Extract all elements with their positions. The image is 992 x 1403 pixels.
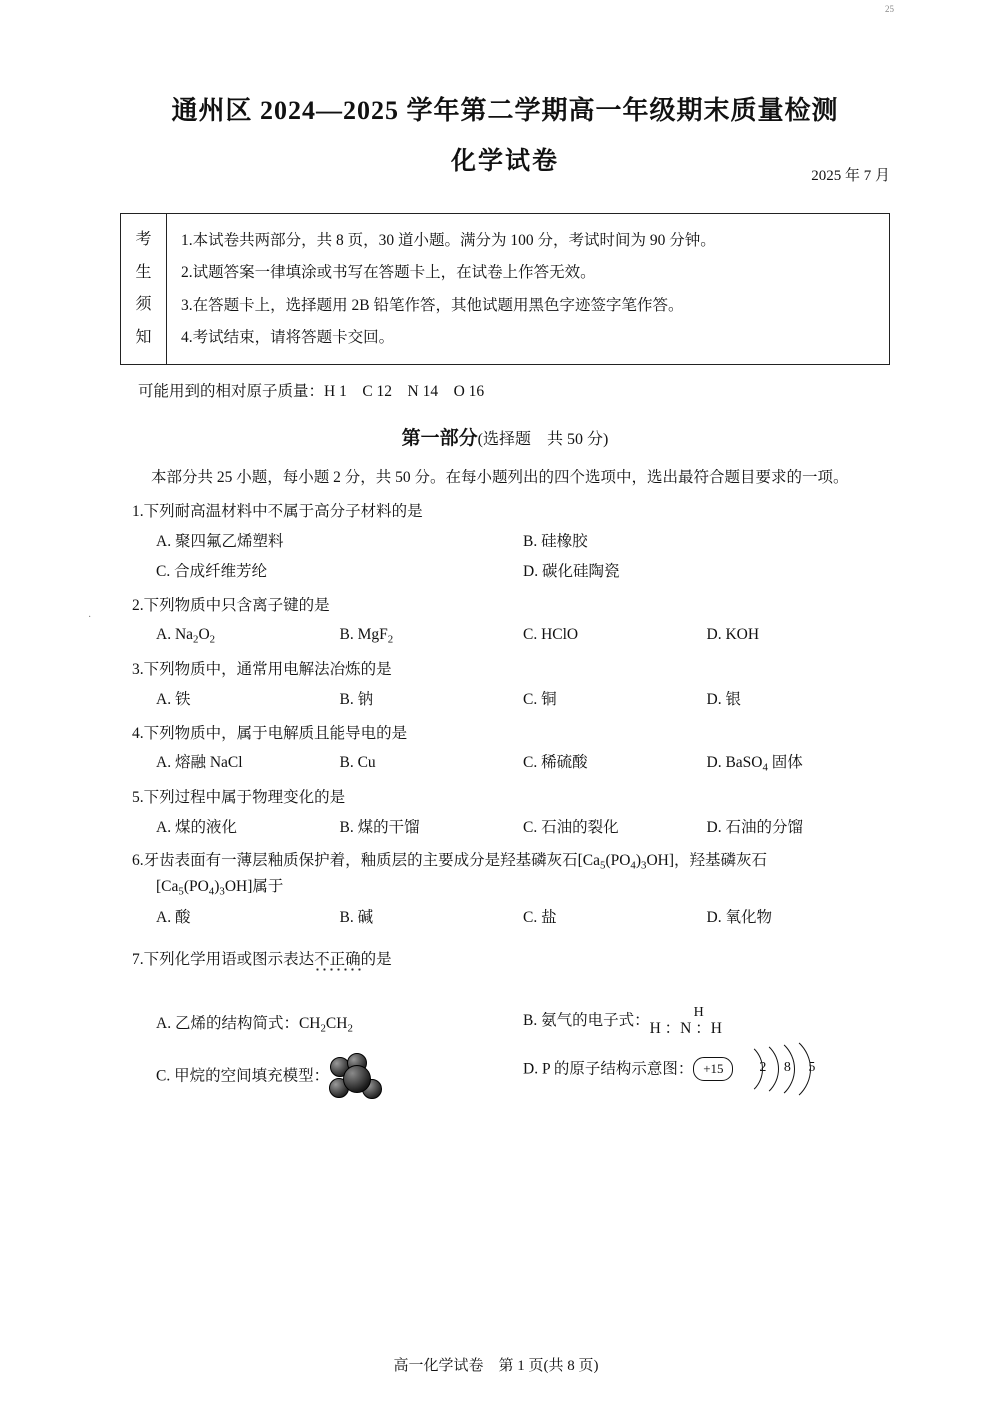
question-2-text: 下列物质中只含离子键的是 [143,596,330,614]
option-a[interactable]: A. 煤的液化 [156,818,237,836]
question-4-options [120,751,890,777]
question-4-number: 4. [132,724,144,742]
option-d-label: D. P 的原子结构示意图： [523,1060,694,1078]
methane-space-filling-model-icon [329,1053,383,1101]
option-d[interactable]: D. BaSO$_4$ 固体 [706,754,803,774]
option-d[interactable]: D. 碳化硅陶瓷 [523,562,620,580]
option-b[interactable]: B. Cu [339,754,376,772]
option-c[interactable]: C. 合成纤维芳纶 [156,562,268,580]
relative-atomic-masses: 可能用到的相对原子质量：H 1 C 12 N 14 O 16 [138,383,485,400]
question-7-options-row1 [120,973,890,1037]
notice-item: 4.考试结束，请将答题卡交回。 [181,329,395,347]
question-1-stem [120,500,890,525]
subject-title: 化学试卷 [450,148,559,175]
notice-item: 1.本试卷共两部分，共 8 页，30 道小题。满分为 100 分，考试时间为 90 分钟。 [181,231,716,249]
question-7-text-suffix: 的是 [360,951,392,969]
question-5-text: 下列过程中属于物理变化的是 [143,788,346,806]
option-c[interactable] [156,1053,523,1101]
option-d[interactable]: D. KOH [706,626,760,644]
part-one-heading-rest: (选择题 共 50 分) [477,431,609,448]
question-3-number: 3. [132,660,144,678]
option-c[interactable]: C. 盐 [523,908,557,926]
page-content [120,80,890,1101]
question-7-stem [120,948,890,973]
question-2-stem [120,594,890,619]
question-1 [120,500,890,584]
option-b[interactable]: B. 钠 [339,690,374,708]
question-2 [120,594,890,649]
question-7-number: 7. [132,951,144,969]
question-7 [120,948,890,1101]
ammonia-lewis-structure [650,1005,722,1037]
option-c[interactable]: C. 铜 [523,690,557,708]
page-title: 通州区 2024—2025 学年第二学期高一年级期末质量检测 [171,96,839,125]
shell-electron-counts: 2 8 5 [759,1060,823,1076]
option-d[interactable]: D. 石油的分馏 [706,818,803,836]
question-6-number: 6. [132,852,144,870]
option-a[interactable]: A. 熔融 NaCl [156,754,243,772]
lewis-mid-row: H ：N ：H [649,1020,722,1038]
question-5-stem [120,786,890,811]
question-2-options [120,623,890,649]
option-a[interactable]: A. $Na_2O_2$ [156,626,216,646]
notice-items [167,214,889,364]
option-b[interactable]: B. 硅橡胶 [523,532,588,550]
question-3-stem [120,658,890,683]
lewis-top-h: H [693,1004,704,1020]
stray-scan-mark: · [88,612,92,623]
notice-label-char-2: 生 [135,263,152,281]
option-a[interactable]: A. 酸 [156,908,191,926]
question-3 [120,658,890,713]
part-one-heading [120,423,890,450]
option-b-label: B. 氨气的电子式： [523,1011,650,1029]
option-c[interactable]: C. HClO [523,626,579,644]
option-a[interactable]: A. 铁 [156,690,191,708]
question-6 [120,849,890,930]
question-4-text: 下列物质中，属于电解质且能导电的是 [143,724,408,742]
question-7-text-prefix: 下列化学用语或图示表达 [143,951,315,969]
option-b[interactable] [523,1005,890,1037]
question-3-text: 下列物质中，通常用电解法冶炼的是 [143,660,392,678]
notice-label-char-3: 须 [135,296,152,314]
question-4-stem [120,722,890,747]
question-5-number: 5. [132,788,144,806]
question-1-options [120,530,890,555]
page-corner-mark: 25 [885,4,894,14]
part-one-heading-bold: 第一部分 [401,428,478,449]
notice-label-column [121,214,167,364]
question-7-emphasis: 不正确 [314,951,361,969]
page-footer: 高一化学试卷 第 1 页(共 8 页) [393,1358,599,1374]
question-3-options [120,688,890,713]
option-c[interactable]: C. 石油的裂化 [523,818,619,836]
notice-label-char-1: 考 [135,231,152,249]
question-2-number: 2. [132,596,144,614]
question-6-stem-cont: $[Ca_5(PO_4)_3OH]$属于 [156,878,284,898]
option-d[interactable]: D. 银 [706,690,741,708]
question-4 [120,722,890,777]
exam-date: 2025 年 7 月 [811,168,890,184]
option-b[interactable]: B. 碱 [339,908,374,926]
option-a[interactable]: A. 乙烯的结构简式：$CH_2CH_2$ [156,1014,353,1034]
question-1-number: 1. [132,503,144,521]
question-6-options [120,906,890,931]
question-6-text: 牙齿表面有一薄层釉质保护着，釉质层的主要成分是羟基磷灰石$[Ca_5(PO_4)_3OH]$，羟基磷灰石 [143,852,767,872]
candidate-notice-box [120,213,890,365]
question-6-stem [120,849,890,875]
question-5 [120,786,890,841]
question-5-options [120,816,890,841]
option-a[interactable]: A. 聚四氟乙烯塑料 [156,532,284,550]
part-one-description: 本部分共 25 小题，每小题 2 分，共 50 分。在每小题列出的四个选项中，选出最符合题目要求的一项。 [151,469,849,486]
question-7-options-row2 [120,1037,890,1101]
option-b[interactable]: B. MgF$_2$ [339,626,394,646]
option-c-label: C. 甲烷的空间填充模型： [156,1067,330,1085]
notice-item: 3.在答题卡上，选择题用 2B 铅笔作答，其他试题用黑色字迹签字笔作答。 [181,296,684,314]
option-b[interactable]: B. 煤的干馏 [339,818,420,836]
nucleus-charge: +15 [693,1057,733,1081]
question-1-text: 下列耐高温材料中不属于高分子材料的是 [143,503,423,521]
subject-row [120,141,890,187]
question-1-options-row2 [120,560,890,585]
notice-label-char-4: 知 [135,328,152,346]
notice-item: 2.试题答案一律填涂或书写在答题卡上，在试卷上作答无效。 [181,264,596,282]
option-c[interactable]: C. 稀硫酸 [523,754,588,772]
option-d[interactable] [523,1039,890,1101]
phosphorus-atom-structure-icon [693,1039,843,1101]
option-d[interactable]: D. 氧化物 [706,908,772,926]
